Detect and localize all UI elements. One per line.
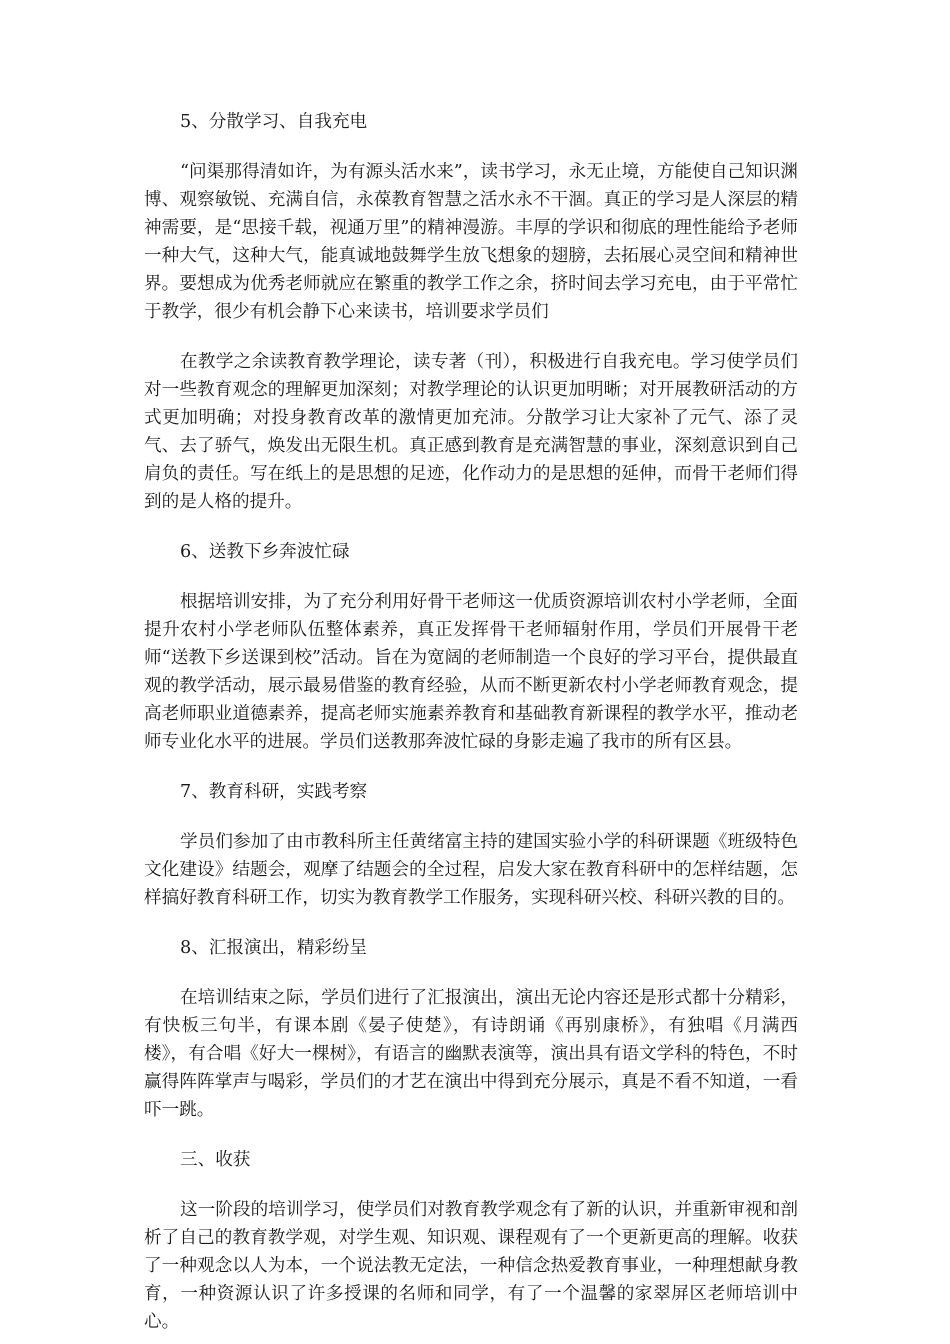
paragraph: 学员们参加了由市教科所主任黄绪富主持的建国实验小学的科研课题《班级特色文化建设》结题会，观摩了结题会的全过程，启发大家在教育科研中的怎样结题，怎样搞好教育科研工作，切实为教育教学工作服务，实现科研兴校、科研兴教的目的。	[144, 832, 798, 908]
section-heading: 5、分散学习、自我充电	[180, 112, 368, 132]
paragraph: 根据培训安排，为了充分利用好骨干老师这一优质资源培训农村小学老师，全面提升农村小学老师队伍整体素养，真正发挥骨干老师辐射作用，学员们开展骨干老师“送教下乡送课到校”活动。旨在为宽阔的老师制造一个良好的学习平台，提供最直观的教学活动，展示最易借鉴的教育经验，从而不断更新农村小学老师教育观念，提高老师职业道德素养，提高老师实施素养教育和基础教育新课程的教学水平，推动老师专业化水平的进展。学员们送教那奔波忙碌的身影走遍了我市的所有区县。	[144, 592, 798, 752]
paragraph: 在培训结束之际，学员们进行了汇报演出，演出无论内容还是形式都十分精彩，有快板三句半，有课本剧《晏子使楚》，有诗朗诵《再别康桥》，有独唱《月满西楼》，有合唱《好大一棵树》，有语言的幽默表演等，演出具有语文学科的特色，不时赢得阵阵掌声与喝彩，学员们的才艺在演出中得到充分展示，真是不看不知道，一看吓一跳。	[144, 988, 798, 1120]
section-heading: 7、教育科研，实践考察	[180, 782, 368, 802]
paragraph: 在教学之余读教育教学理论，读专著（刊），积极进行自我充电。学习使学员们对一些教育观念的理解更加深刻；对教学理论的认识更加明晰；对开展教研活动的方式更加明确；对投身教育改革的激情更加充沛。分散学习让大家补了元气、添了灵气、去了骄气，焕发出无限生机。真正感到教育是充满智慧的事业，深刻意识到自己肩负的责任。写在纸上的是思想的足迹，化作动力的是思想的延伸，而骨干老师们得到的是人格的提升。	[144, 352, 798, 512]
section-heading: 三、收获	[180, 1150, 251, 1170]
paragraph: “问渠那得清如许，为有源头活水来”，读书学习，永无止境，方能使自己知识渊博、观察敏锐、充满自信，永葆教育智慧之活水永不干涸。真正的学习是人深层的精神需要，是“思接千载，视通万里”的精神漫游。丰厚的学识和彻底的理性能给予老师一种大气，这种大气，能真诚地鼓舞学生放飞想象的翅膀，去拓展心灵空间和精神世界。要想成为优秀老师就应在繁重的教学工作之余，挤时间去学习充电，由于平常忙于教学，很少有机会静下心来读书，培训要求学员们	[144, 162, 798, 322]
section-heading: 6、送教下乡奔波忙碌	[180, 542, 350, 562]
section-heading: 8、汇报演出，精彩纷呈	[180, 938, 368, 958]
paragraph: 这一阶段的培训学习，使学员们对教育教学观念有了新的认识，并重新审视和剖析了自己的教育教学观，对学生观、知识观、课程观有了一个更新更高的理解。收获了一种观念以人为本，一个说法教无定法，一种信念热爱教育事业，一种理想献身教育，一种资源认识了许多授课的名师和同学，有了一个温馨的家翠屏区老师培训中心。	[144, 1200, 798, 1332]
document-page	[144, 108, 798, 1336]
